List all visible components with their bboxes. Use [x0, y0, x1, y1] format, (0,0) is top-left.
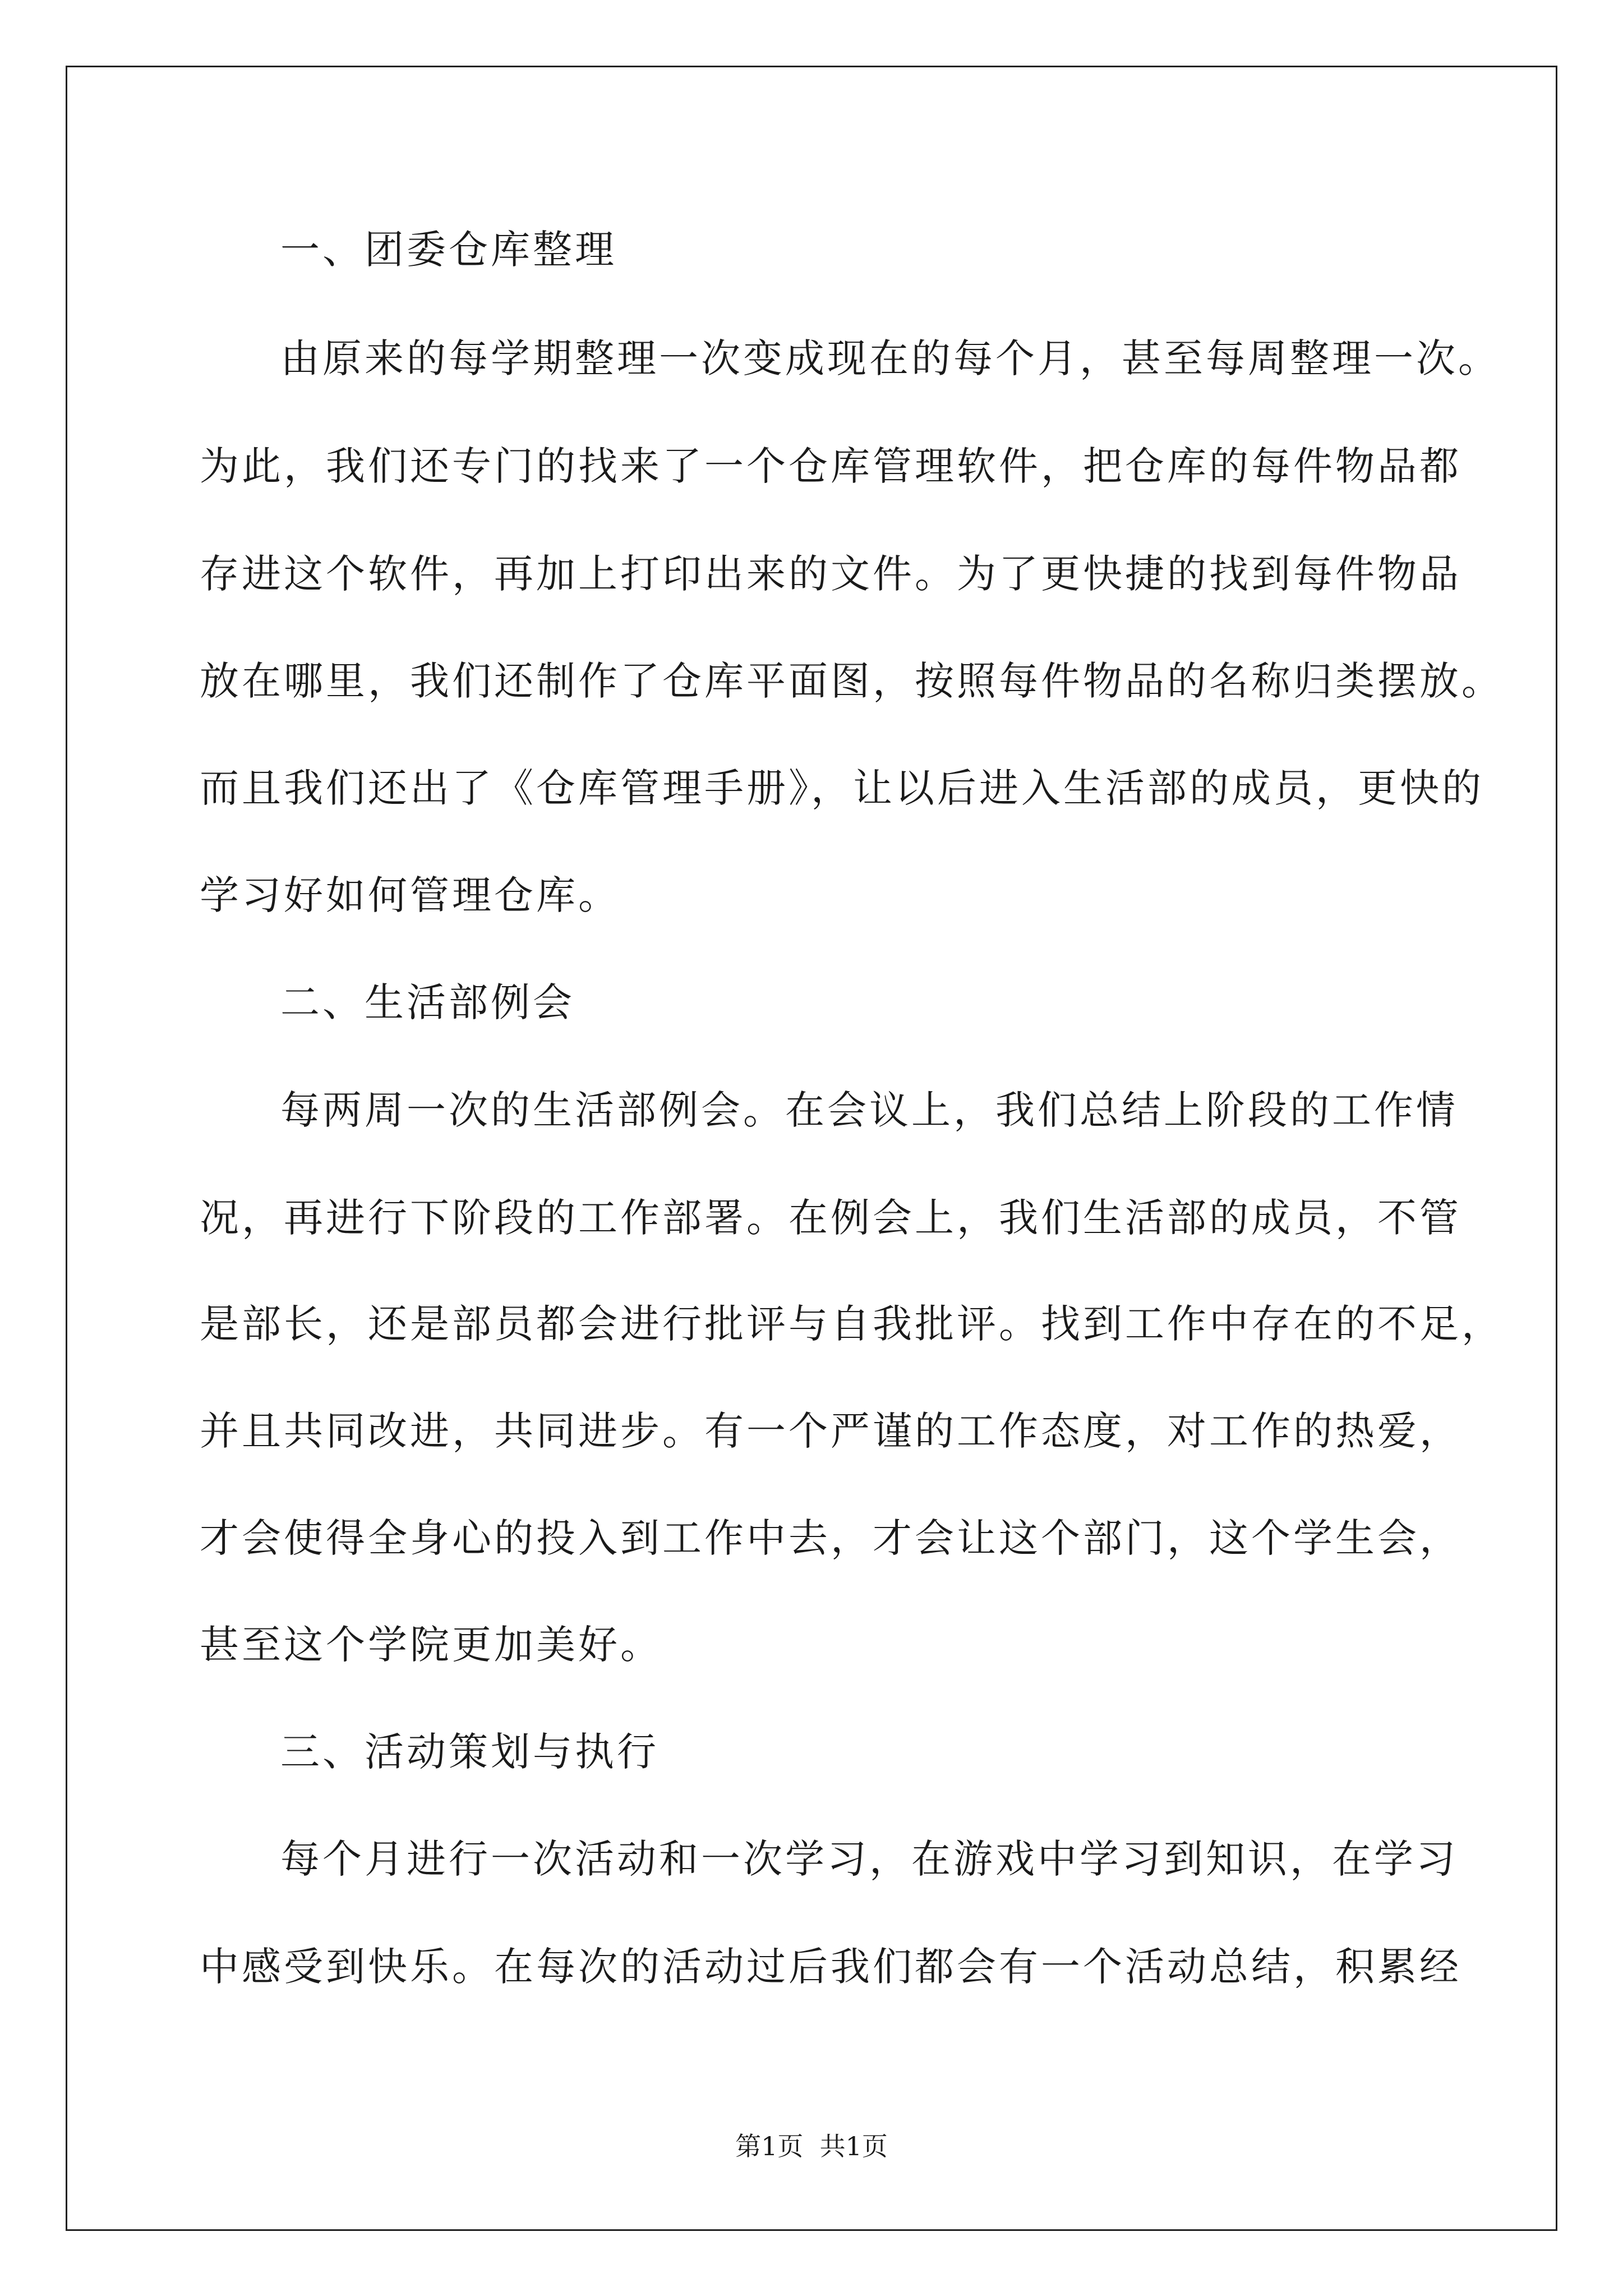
paragraph-line: 中感受到快乐。在每次的活动过后我们都会有一个活动总结，积累经 — [200, 1944, 1461, 1990]
paragraph-line: 为此，我们还专门的找来了一个仓库管理软件，把仓库的每件物品都 — [200, 443, 1461, 489]
section-heading-3: 三、活动策划与执行 — [280, 1729, 659, 1775]
paragraph-line: 由原来的每学期整理一次变成现在的每个月，甚至每周整理一次。 — [280, 335, 1500, 381]
paragraph-line: 才会使得全身心的投入到工作中去，才会让这个部门，这个学生会， — [200, 1515, 1461, 1561]
paragraph-line: 存进这个软件，再加上打印出来的文件。为了更快捷的找到每件物品 — [200, 551, 1461, 597]
page-number-footer: 第1页 共1页 — [735, 2131, 888, 2161]
paragraph-line: 甚至这个学院更加美好。 — [200, 1622, 662, 1668]
section-heading-2: 二、生活部例会 — [280, 979, 575, 1025]
paragraph-line: 况，再进行下阶段的工作部署。在例会上，我们生活部的成员，不管 — [200, 1195, 1461, 1241]
paragraph-line: 并且共同改进，共同进步。有一个严谨的工作态度，对工作的热爱， — [200, 1408, 1461, 1454]
section-heading-1: 一、团委仓库整理 — [280, 227, 617, 273]
paragraph-line: 是部长，还是部员都会进行批评与自我批评。找到工作中存在的不足， — [200, 1301, 1504, 1347]
paragraph-line: 学习好如何管理仓库。 — [200, 872, 620, 918]
paragraph-line: 放在哪里，我们还制作了仓库平面图，按照每件物品的名称归类摆放。 — [200, 658, 1504, 704]
page-border — [66, 66, 1557, 2231]
paragraph-line: 每个月进行一次活动和一次学习，在游戏中学习到知识，在学习 — [280, 1836, 1458, 1882]
paragraph-line: 而且我们还出了《仓库管理手册》，让以后进入生活部的成员，更快的 — [200, 765, 1484, 811]
paragraph-line: 每两周一次的生活部例会。在会议上，我们总结上阶段的工作情 — [280, 1087, 1458, 1133]
